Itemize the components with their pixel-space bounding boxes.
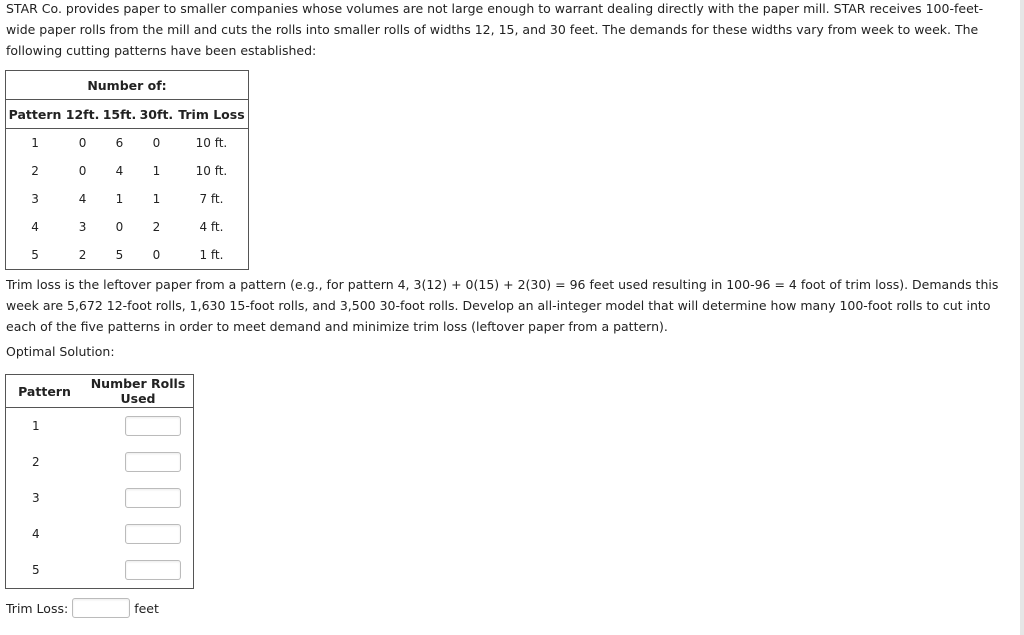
cell-15ft: 0 bbox=[115, 220, 124, 234]
table-row bbox=[6, 552, 194, 589]
column-header-15ft: 15ft. bbox=[101, 100, 138, 129]
rolls-used-input-pattern-4[interactable] bbox=[125, 524, 181, 544]
cell-30ft: 1 bbox=[152, 164, 161, 178]
table-row bbox=[6, 185, 249, 213]
trim-loss-input[interactable] bbox=[72, 598, 130, 618]
rolls-used-input-pattern-2[interactable] bbox=[125, 452, 181, 472]
cell-pattern: 2 bbox=[32, 455, 40, 469]
cell-30ft: 1 bbox=[152, 192, 161, 206]
column-header-pattern: Pattern bbox=[6, 375, 84, 408]
cell-12ft: 0 bbox=[78, 164, 87, 178]
cell-pattern: 4 bbox=[31, 220, 39, 234]
optimal-solution-label: Optimal Solution: bbox=[6, 344, 115, 359]
rolls-used-input-pattern-5[interactable] bbox=[125, 560, 181, 580]
cell-pattern: 3 bbox=[32, 491, 40, 505]
cell-15ft: 1 bbox=[115, 192, 124, 206]
table-row bbox=[6, 129, 249, 158]
cell-30ft: 0 bbox=[152, 248, 161, 262]
cell-12ft: 0 bbox=[78, 136, 87, 150]
column-header-pattern: Pattern bbox=[6, 100, 65, 129]
cell-12ft: 3 bbox=[78, 220, 87, 234]
column-header-30ft: 30ft. bbox=[138, 100, 175, 129]
problem-paragraph: Trim loss is the leftover paper from a pattern (e.g., for pattern 4, 3(12) + 0(15) + 2(30) = 96 feet used resulting in 100-96 = 4 foot of trim loss). Demands this week are 5,672 12-foot rolls, 1,630 15-foot rolls, and 3,500 30-foot rolls. Develop an all-integer model that will determine how many 100-foot rolls to cut into each of the five patterns in order to meet demand and minimize trim loss (leftover paper from a pattern). bbox=[6, 277, 999, 334]
cell-15ft: 4 bbox=[115, 164, 124, 178]
table-row bbox=[6, 241, 249, 270]
cell-12ft: 4 bbox=[78, 192, 87, 206]
cutting-patterns-table bbox=[5, 70, 249, 270]
table-row bbox=[6, 444, 194, 480]
cell-pattern: 5 bbox=[31, 248, 39, 262]
cell-30ft: 2 bbox=[152, 220, 161, 234]
column-header-trim-loss: Trim Loss bbox=[175, 100, 249, 129]
rolls-used-input-pattern-1[interactable] bbox=[125, 416, 181, 436]
cell-trim-loss: 4 ft. bbox=[199, 220, 224, 234]
trim-loss-row bbox=[6, 598, 159, 618]
cell-30ft: 0 bbox=[152, 136, 161, 150]
table-row bbox=[6, 213, 249, 241]
cell-pattern: 4 bbox=[32, 527, 40, 541]
number-of-header: Number of: bbox=[6, 71, 249, 100]
cell-trim-loss: 1 ft. bbox=[199, 248, 224, 262]
column-header-12ft: 12ft. bbox=[64, 100, 101, 129]
cell-pattern: 3 bbox=[31, 192, 39, 206]
intro-paragraph: STAR Co. provides paper to smaller companies whose volumes are not large enough to warrant dealing directly with the paper mill. STAR receives 100-feet-wide paper rolls from the mill and cuts the rolls into smaller rolls of widths 12, 15, and 30 feet. The demands for these widths vary from week to week. The following cutting patterns have been established: bbox=[6, 1, 984, 58]
column-header-number-rolls-used: Number Rolls Used bbox=[83, 375, 194, 408]
table-row bbox=[6, 157, 249, 185]
table-row bbox=[6, 480, 194, 516]
cell-15ft: 6 bbox=[115, 136, 124, 150]
table-row bbox=[6, 408, 194, 445]
solution-table bbox=[5, 374, 194, 589]
table-row bbox=[6, 516, 194, 552]
cell-trim-loss: 10 ft. bbox=[195, 164, 228, 178]
cell-pattern: 1 bbox=[32, 419, 40, 433]
trim-loss-unit: feet bbox=[134, 600, 159, 616]
cell-trim-loss: 10 ft. bbox=[195, 136, 228, 150]
cell-15ft: 5 bbox=[115, 248, 124, 262]
scrollbar-edge[interactable] bbox=[1020, 0, 1024, 635]
cell-12ft: 2 bbox=[78, 248, 87, 262]
trim-loss-label: Trim Loss: bbox=[6, 600, 69, 616]
cell-pattern: 1 bbox=[31, 136, 39, 150]
cell-pattern: 5 bbox=[32, 563, 40, 577]
rolls-used-input-pattern-3[interactable] bbox=[125, 488, 181, 508]
cell-trim-loss: 7 ft. bbox=[199, 192, 224, 206]
cell-pattern: 2 bbox=[31, 164, 39, 178]
